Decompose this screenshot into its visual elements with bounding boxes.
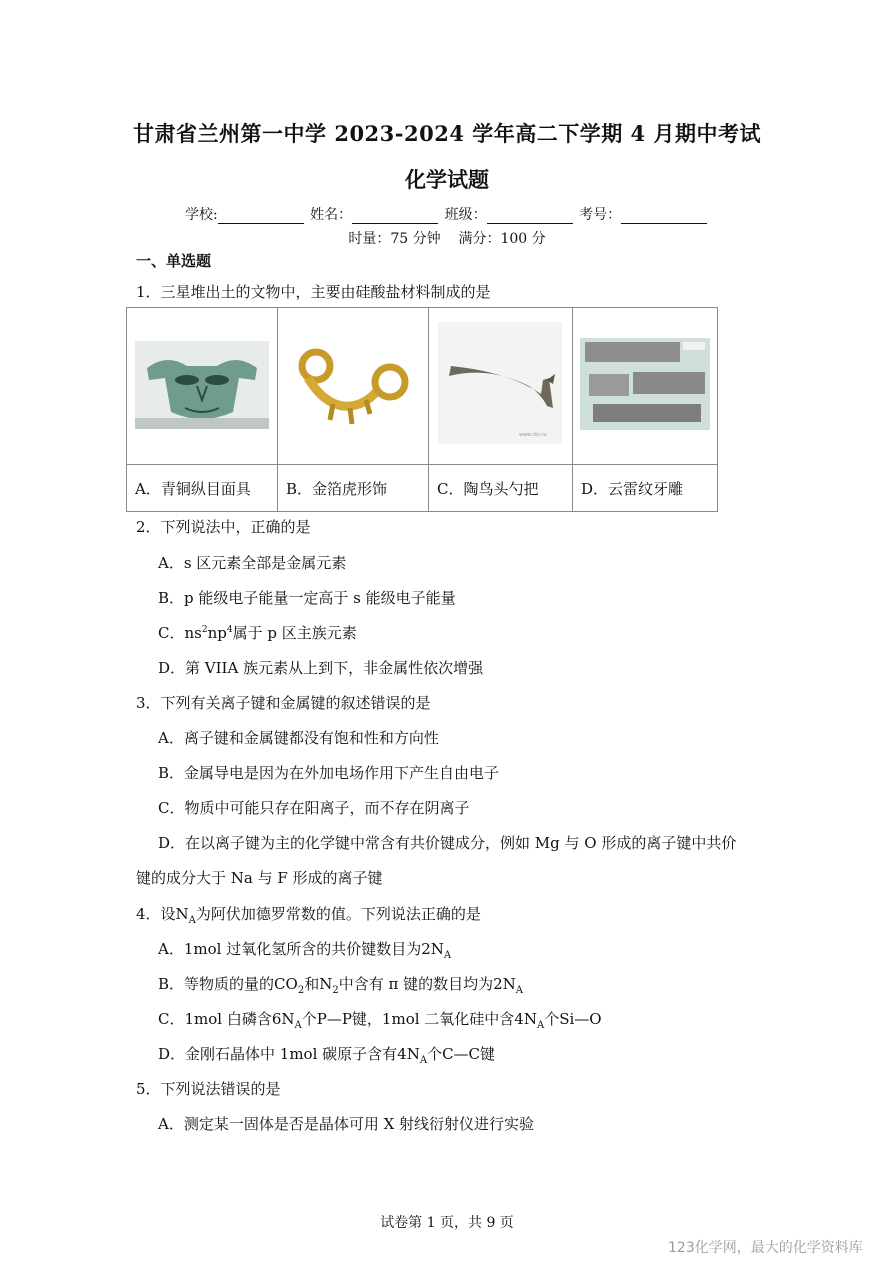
q4-c-text-1: C．1mol 白磷含6N	[158, 1010, 295, 1028]
q1-image-cell-a	[127, 308, 278, 465]
q3-option-c[interactable]: C．物质中可能只存在阳离子，而不存在阴离子	[158, 799, 470, 817]
q4-option-a[interactable]	[158, 938, 451, 961]
svg-text:www.cbi.ru: www.cbi.ru	[519, 432, 547, 438]
q4-a-text: A．1mol 过氧化氢所含的共价键数目为2N	[158, 940, 444, 958]
q4-stem-sub: A	[188, 915, 196, 926]
exam-number-label: 考号：	[579, 207, 622, 223]
q2-c-text-2: np	[207, 624, 227, 642]
q2-option-c[interactable]	[158, 622, 357, 643]
q2-option-a[interactable]: A．s 区元素全部是金属元素	[158, 554, 347, 572]
name-blank[interactable]	[352, 209, 438, 224]
q4-c-text-3: 个Si—O	[544, 1010, 602, 1028]
q4-stem-text-2: 为阿伏加德罗常数的值。下列说法正确的是	[195, 905, 481, 923]
q3-option-b[interactable]: B．金属导电是因为在外加电场作用下产生自由电子	[158, 764, 500, 782]
q2-c-text-3: 属于 p 区主族元素	[232, 624, 357, 642]
q4-b-sub-2: 2	[332, 985, 339, 996]
q4-c-sub-2: A	[536, 1020, 545, 1031]
q3-option-d-line2: 键的成分大于 Na 与 F 形成的离子键	[136, 869, 383, 887]
exam-title-line1: 甘肃省兰州第一中学 2023-2024 学年高二下学期 4 月期中考试	[133, 121, 761, 146]
ivory-carving-image	[573, 308, 717, 460]
q4-stem	[136, 903, 481, 926]
q4-d-text-2: 个C—C键	[427, 1045, 496, 1063]
q3-option-d-line1[interactable]: D．在以离子键为主的化学键中常含有共价键成分，例如 Mg 与 O 形成的离子键中共价	[158, 834, 737, 852]
q4-b-text-1: B．等物质的量的CO	[158, 975, 298, 993]
q4-option-c[interactable]	[158, 1008, 602, 1031]
q1-option-a[interactable]: A．青铜纵目面具	[127, 465, 278, 512]
exam-title-line2: 化学试题	[405, 167, 489, 192]
q3-option-a[interactable]: A．离子键和金属键都没有饱和性和方向性	[158, 729, 439, 747]
q1-image-cell-b	[278, 308, 429, 465]
q4-option-d[interactable]	[158, 1043, 495, 1066]
class-blank[interactable]	[487, 209, 573, 224]
q2-c-sup-2: 4	[226, 625, 233, 635]
bronze-mask-image	[127, 308, 277, 460]
time-score-line: 时量：75 分钟 满分：100 分	[348, 231, 546, 247]
q1-option-d[interactable]: D．云雷纹牙雕	[573, 465, 718, 512]
q1-image-cell-c	[429, 308, 573, 465]
q1-option-c[interactable]: C．陶鸟头勺把	[429, 465, 573, 512]
exam-number-blank[interactable]	[621, 209, 707, 224]
student-info-fields	[185, 204, 709, 224]
q4-option-b[interactable]	[158, 973, 523, 996]
q2-option-b[interactable]: B．p 能级电子能量一定高于 s 能级电子能量	[158, 589, 456, 607]
gold-tiger-image	[278, 308, 428, 460]
q4-b-text-2: 和N	[304, 975, 333, 993]
school-label: 学校:	[185, 207, 218, 223]
q1-options-table	[126, 307, 718, 512]
q4-d-sub: A	[419, 1055, 428, 1066]
q1-stem: 1．三星堆出土的文物中，主要由硅酸盐材料制成的是	[136, 283, 491, 301]
q4-d-text-1: D．金刚石晶体中 1mol 碳原子含有4N	[158, 1045, 420, 1063]
q5-stem: 5．下列说法错误的是	[136, 1080, 281, 1098]
q1-option-b[interactable]: B．金箔虎形饰	[278, 465, 429, 512]
q4-b-text-3: 中含有 π 键的数目均为2N	[338, 975, 516, 993]
pottery-bird-ladle-image	[429, 308, 572, 460]
q2-c-text-1: C．ns	[158, 624, 202, 642]
q2-stem: 2．下列说法中，正确的是	[136, 518, 311, 536]
site-watermark: 123化学网，最大的化学资料库	[668, 1240, 863, 1256]
q3-stem: 3．下列有关离子键和金属键的叙述错误的是	[136, 694, 431, 712]
q4-a-sub: A	[443, 950, 452, 961]
class-label: 班级：	[444, 207, 487, 223]
q4-b-sub-1: 2	[297, 985, 305, 996]
q2-c-sup-1: 2	[201, 625, 208, 635]
name-label: 姓名：	[310, 207, 353, 223]
q2-option-d[interactable]: D．第 VIIA 族元素从上到下，非金属性依次增强	[158, 659, 484, 677]
q5-option-a[interactable]: A．测定某一固体是否是晶体可用 X 射线衍射仪进行实验	[158, 1115, 535, 1133]
q4-c-sub-1: A	[294, 1020, 302, 1031]
q4-c-text-2: 个P—P键，1mol 二氧化硅中含4N	[301, 1010, 537, 1028]
q4-stem-text-1: 4．设N	[136, 905, 189, 923]
q4-b-sub-3: A	[515, 985, 524, 996]
q1-image-cell-d	[573, 308, 718, 465]
page-footer: 试卷第 1 页，共 9 页	[380, 1215, 514, 1231]
school-blank[interactable]	[218, 209, 304, 224]
section-heading: 一、单选题	[136, 252, 212, 270]
